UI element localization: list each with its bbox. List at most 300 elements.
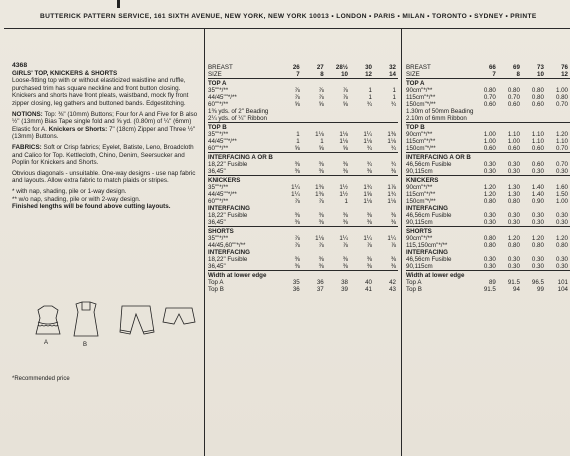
publisher-header: BUTTERICK PATTERN SERVICE, 161 SIXTH AVENUE, NEW YORK, NEW YORK 10013 • LONDON • PARIS • MILAN • TORONTO • SYDNEY • PRINTE [40,13,537,20]
yardage-value: 104 [557,286,568,293]
yardage-value: 35 [292,279,300,286]
yardage-value: ¾ [366,101,372,108]
subsection-heading: INTERFACING [406,205,448,212]
yardage-value: 39 [341,286,348,293]
yardage-value: 36 [292,286,300,293]
yardage-row [208,198,398,205]
breast-value: 27 [316,64,324,71]
breast-label: BREAST [406,64,431,71]
diagonals-note: Obvious diagonals - unsuitable. One-way designs - use nap fabric and layouts. Allow extra fabric to match plaids or stripes. [12,169,196,185]
yardage-value: 1.60 [555,184,568,191]
breast-value: 26 [292,64,300,71]
yardage-row [208,191,398,198]
yardage-value: 1½ [339,184,348,191]
breast-value: 30 [365,64,372,71]
yardage-value: ⅞ [294,94,300,101]
yardage-value: ⅝ [342,101,348,108]
yardage-value: 0.80 [483,235,496,242]
yardage-value: 1 [368,94,372,101]
top-b-sketch [74,302,98,336]
fabric-width: 35""*/** [208,184,229,191]
yardage-value: 0.30 [555,256,568,263]
size-label: SIZE [406,71,420,78]
yardage-value: 1⅛ [363,198,372,205]
fabrics-paragraph [12,144,202,167]
fabric-width: 35""*/** [208,87,229,94]
yardage-value: 0.30 [555,219,568,226]
section-heading: KNICKERS [406,176,570,185]
fabric-width: 44/45""*/** [208,138,237,145]
yardage-value: 1.20 [555,235,568,242]
yardage-value: ⅞ [342,242,348,249]
size-value: 8 [320,71,324,78]
yardage-value: 1.20 [531,235,544,242]
yardage-value: ⅜ [294,212,300,219]
yardage-value: 0.80 [555,242,568,249]
yardage-value: 0.60 [507,101,520,108]
yardage-value: ¾ [390,101,396,108]
pattern-title: GIRLS' TOP, KNICKERS & SHORTS [12,69,118,77]
yardage-value: 0.30 [531,219,544,226]
yardage-row [406,279,570,286]
subsection-heading: INTERFACING [208,249,250,256]
section-heading: TOP B [406,123,570,132]
yardage-value: 1.30 [507,184,520,191]
yardage-value: 1 [296,131,300,138]
fabric-width: 90,115cm [406,219,433,226]
fabric-width: 36,45" [208,168,226,175]
yardage-value: 1⅛ [339,131,348,138]
fabric-width: 60""*/** [208,198,229,205]
garment-sketches [30,300,200,360]
fabric-width: Top A [208,279,224,286]
yardage-value: 1.10 [531,138,544,145]
yardage-row [208,242,398,249]
section-heading: Width at lower edge [406,271,570,280]
fabric-width: 115,150cm"*/** [406,242,448,249]
yardage-value: 0.30 [531,256,544,263]
top-a-sketch [36,306,60,334]
yardage-value: 0.80 [483,198,496,205]
fabric-width: 60""*/** [208,145,229,152]
yardage-value: ⅞ [294,87,300,94]
yardage-value: ⅞ [390,242,396,249]
yardage-value: ⅞ [318,94,324,101]
yardage-value: 1.20 [483,191,496,198]
size-value: 7 [492,71,496,78]
yardage-row [406,235,570,242]
yardage-value: 43 [389,286,396,293]
yardage-value: ⅝ [294,101,300,108]
yardage-value: ⅜ [366,212,372,219]
yardage-value: 0.80 [507,242,520,249]
yardage-value: 1.10 [507,131,520,138]
pattern-description: Loose-fitting top with or without elasticized waistline and ruffle, purchased trim has square neckline and front button closing. Knickers and shorts have front pleats, waistband, mock fly front zipper closing, leg gathers and buttoned bands. Edgestitching. [12,77,189,107]
yardage-value: 0.30 [531,263,544,270]
yardage-value: ⅜ [294,263,300,270]
yardage-value: 0.60 [531,101,544,108]
yardage-value: ⅝ [318,145,324,152]
figure-label-a: A [44,340,49,346]
yardage-value: 0.30 [483,212,496,219]
yardage-value: 0.70 [507,94,520,101]
yardage-value: 0.80 [531,94,544,101]
yardage-row [406,87,570,94]
fabric-width: 115cm"*/** [406,94,436,101]
yardage-value: 1⅜ [315,184,324,191]
yardage-value: ⅜ [390,263,396,270]
yardage-value: ⅜ [342,168,348,175]
yardage-row [406,161,570,168]
yardage-value: 1.20 [555,131,568,138]
yardage-value: ⅜ [294,161,300,168]
fabric-width: Top B [208,286,224,293]
fabric-width: 44/45,60""*/** [208,242,246,249]
knickers-sketch [120,306,154,334]
yardage-row [208,219,398,227]
fabric-width: Top B [406,286,422,293]
fabric-width: 90cm"*/** [406,184,433,191]
yardage-value: 1.40 [531,184,544,191]
yardage-value: ⅜ [390,256,396,263]
yardage-value: 0.30 [531,168,544,175]
yardage-value: ⅜ [318,219,324,226]
notions-text: Top: ⅜" (10mm) Buttons; Four for A and Five for B also ½" (13mm) Bias Tape single fold and ⅝ yd. (0.80m) of ¼" (6mm) Elastic for A. [12,110,198,133]
fabric-width: 115cm"*/** [406,138,436,145]
yardage-row [406,242,570,249]
fabric-width: 90,115cm [406,263,433,270]
yardage-value: 101 [557,279,568,286]
yardage-row [208,263,398,271]
breast-value: 28½ [335,64,348,71]
fabric-width: 90cm"*/** [406,131,433,138]
yardage-value: 0.30 [483,256,496,263]
nap-note-2: ** w/o nap, shading, pile or with 2-way design. [12,195,141,203]
yardage-row [406,263,570,271]
yardage-value: 0.60 [483,101,496,108]
yardage-value: ⅞ [318,198,324,205]
section-heading: SHORTS [208,227,398,236]
fabric-width: 46,56cm Fusible [406,212,452,219]
yardage-row [208,87,398,94]
yardage-value: ¾ [366,145,372,152]
figure-label-b: B [83,342,88,348]
fabric-width: 44/45""*/** [208,94,237,101]
section-heading: INTERFACING A OR B [406,153,570,162]
yardage-value: ⅜ [318,161,324,168]
fabrics-text: Soft or Crisp fabrics; Eyelet, Batiste, Leno, Broadcloth and Calico for Top. Kettlecloth, Chino, Denim, Seersucker and Poplin for Knickers and Shorts. [12,143,194,167]
yardage-value: 96.5 [531,279,544,286]
trim-note: 1.30m of 50mm Beading [406,108,474,115]
yardage-row [406,256,570,263]
yardage-value: 1.40 [531,191,544,198]
yardage-value: 1 [320,138,324,145]
yardage-value: 0.80 [555,94,568,101]
yardage-value: 1¾ [387,191,396,198]
yardage-value: 1¼ [363,131,372,138]
yardage-value: 0.80 [531,242,544,249]
yardage-value: 1 [368,87,372,94]
yardage-value: ⅜ [342,212,348,219]
yardage-row [406,198,570,205]
yardage-value: 0.60 [531,145,544,152]
size-value: 12 [561,71,568,78]
section-heading: TOP A [208,79,398,88]
yardage-value: 36 [316,279,324,286]
yardage-value: 0.30 [483,161,496,168]
yardage-row [406,191,570,198]
yardage-value: 1 [392,94,396,101]
yardage-value: 94 [513,286,520,293]
yardage-row [406,184,570,191]
yardage-value: ⅞ [294,235,300,242]
yardage-value: 0.70 [555,145,568,152]
yardage-value: 0.60 [483,145,496,152]
yardage-value: 1⅛ [363,138,372,145]
yardage-value: 0.30 [507,219,520,226]
yardage-value: ⅜ [342,161,348,168]
fabric-width: 18,22" Fusible [208,256,248,263]
yardage-row [406,212,570,219]
yardage-value: ⅜ [390,212,396,219]
yardage-value: 38 [341,279,348,286]
breast-label: BREAST [208,64,233,71]
yardage-table-metric [406,64,570,293]
yardage-value: 1¼ [363,235,372,242]
yardage-value: 1.00 [483,138,496,145]
fabric-width: 60""*/** [208,101,229,108]
yardage-value: ⅜ [366,168,372,175]
yardage-value: ⅜ [318,212,324,219]
yardage-row [208,286,398,293]
yardage-value: ⅜ [342,256,348,263]
yardage-value: 40 [365,279,372,286]
yardage-value: 1¼ [291,184,300,191]
nap-note-1: * with nap, shading, pile or 1-way design. [12,187,127,195]
yardage-value: 0.30 [483,263,496,270]
yardage-value: 0.70 [555,161,568,168]
yardage-value: 0.60 [507,145,520,152]
size-value: 8 [516,71,520,78]
fabric-width: 90cm"*/** [406,87,433,94]
yardage-value: 91.5 [483,286,496,293]
fabric-width: 35""*/** [208,235,229,242]
yardage-value: ⅝ [318,101,324,108]
yardage-value: 1⅜ [315,191,324,198]
recommended-price-note: *Recommended price [12,376,70,382]
yardage-value: 0.30 [507,263,520,270]
size-value: 7 [296,71,300,78]
yardage-value: ⅞ [342,87,348,94]
fabric-width: 150cm"*/** [406,198,436,205]
yardage-value: 0.30 [555,263,568,270]
yardage-value: 1.00 [483,131,496,138]
fabric-width: 90cm"*/** [406,235,433,242]
fabric-width: 90,115cm [406,168,433,175]
yardage-row [208,212,398,219]
yardage-row [208,184,398,191]
yardage-value: ¾ [366,161,372,168]
fabric-width: 115cm"*/** [406,191,436,198]
yardage-value: ⅞ [318,87,324,94]
yardage-value: 0.60 [531,161,544,168]
yardage-row [406,286,570,293]
subsection-heading: INTERFACING [208,205,250,212]
yardage-value: 1.00 [507,138,520,145]
size-value: 10 [341,71,348,78]
yardage-value: ¾ [390,161,396,168]
yardage-value: 1.10 [531,131,544,138]
fabric-width: 46,56cm Fusible [406,161,452,168]
yardage-value: ⅜ [294,219,300,226]
yardage-value: 1⅛ [315,235,324,242]
yardage-row [406,131,570,138]
yardage-row [208,138,398,145]
yardage-value: ⅜ [390,219,396,226]
pattern-description-column [12,62,202,214]
yardage-value: ⅝ [342,145,348,152]
fabric-width: 46,56cm Fusible [406,256,452,263]
breast-value: 73 [537,64,544,71]
yardage-value: 1.20 [483,184,496,191]
yardage-value: 0.80 [483,242,496,249]
yardage-row [406,94,570,101]
column-divider-left [204,28,205,456]
notions-knickers-label: Knickers or Shorts: [48,125,108,133]
trim-note: 2.10m of 6mm Ribbon [406,115,467,122]
yardage-value: ⅜ [318,263,324,270]
fabric-width: Top A [406,279,422,286]
notions-knickers-text: 7" (18cm) Zipper and Three ½" (13mm) Buttons. [12,125,196,141]
yardage-row [208,145,398,153]
breast-value: 76 [561,64,568,71]
garment-illustrations [30,300,200,360]
section-heading: SHORTS [406,227,570,236]
yardage-value: ⅜ [294,168,300,175]
yardage-value: 0.80 [483,87,496,94]
subsection-heading: INTERFACING [406,249,448,256]
fabric-width: 36,45" [208,219,226,226]
yardage-value: 1¾ [363,184,372,191]
finished-lengths-note: Finished lengths will be found above cutting layouts. [12,203,171,211]
yardage-value: 0.80 [507,198,520,205]
yardage-value: 1⅜ [387,131,396,138]
yardage-row [208,168,398,176]
section-heading: TOP A [406,79,570,88]
yardage-value: 1¼ [291,191,300,198]
yardage-row [406,145,570,153]
yardage-value: ⅜ [366,219,372,226]
yardage-value: ⅜ [342,263,348,270]
notions-label: NOTIONS: [12,110,43,118]
section-heading: KNICKERS [208,176,398,185]
yardage-table-imperial [208,64,398,293]
trim-note: 1⅜ yds. of 2" Beading [208,108,269,115]
yardage-value: ⅞ [294,198,300,205]
yardage-value: 0.30 [507,161,520,168]
yardage-value: 0.80 [507,87,520,94]
size-label: SIZE [208,71,222,78]
yardage-value: 1⅛ [339,138,348,145]
yardage-value: ⅜ [318,168,324,175]
yardage-value: 1⅝ [363,191,372,198]
yardage-row [406,168,570,176]
yardage-value: 0.30 [507,212,520,219]
size-value: 12 [365,71,372,78]
fabrics-label: FABRICS: [12,143,42,151]
yardage-value: 0.30 [555,168,568,175]
yardage-value: 37 [316,286,324,293]
yardage-value: 1⅛ [387,198,396,205]
yardage-row [406,219,570,227]
yardage-value: 0.80 [531,87,544,94]
trim-note: 2¼ yds. of ¼" Ribbon [208,115,267,122]
yardage-value: 0.30 [483,219,496,226]
yardage-value: 1½ [339,191,348,198]
yardage-value: ⅞ [294,242,300,249]
yardage-value: ⅜ [390,168,396,175]
yardage-value: 1⅞ [387,184,396,191]
yardage-value: 1.00 [555,87,568,94]
section-heading: Width at lower edge [208,271,398,280]
yardage-value: 0.30 [483,168,496,175]
breast-value: 69 [513,64,520,71]
yardage-value: 1 [344,198,348,205]
yardage-value: 1⅛ [387,138,396,145]
staple-mark [117,0,120,8]
yardage-value: 1.10 [555,138,568,145]
fabric-width: 35""*/** [208,131,229,138]
yardage-value: 1 [296,138,300,145]
breast-value: 32 [389,64,396,71]
yardage-row [208,235,398,242]
yardage-value: 1.50 [555,191,568,198]
yardage-value: 0.30 [507,168,520,175]
yardage-value: ⅜ [318,256,324,263]
yardage-value: 0.30 [555,212,568,219]
size-value: 10 [537,71,544,78]
yardage-value: 99 [537,286,544,293]
yardage-value: ⅞ [366,242,372,249]
fabric-width: 36,45" [208,263,226,270]
yardage-value: 1⅛ [315,131,324,138]
yardage-value: 42 [389,279,396,286]
yardage-row [406,101,570,108]
yardage-value: 1.30 [507,191,520,198]
yardage-value: 91.5 [507,279,520,286]
fabric-width: 150cm"*/** [406,101,436,108]
header-rule [4,28,570,29]
yardage-value: ⅞ [318,242,324,249]
yardage-value: 0.30 [507,256,520,263]
fabric-width: 150cm"*/** [406,145,436,152]
column-divider-right [401,28,402,456]
yardage-row [208,256,398,263]
section-heading: TOP B [208,123,398,132]
yardage-value: 1.20 [507,235,520,242]
yardage-row [208,131,398,138]
yardage-value: ⅜ [366,263,372,270]
section-heading: INTERFACING A OR B [208,153,398,162]
yardage-row [208,101,398,108]
yardage-value: ⅞ [342,94,348,101]
yardage-row [208,161,398,168]
yardage-value: 1 [392,87,396,94]
yardage-value: ¾ [390,145,396,152]
yardage-value: 0.30 [531,212,544,219]
yardage-value: 0.90 [531,198,544,205]
yardage-value: 1¼ [387,235,396,242]
